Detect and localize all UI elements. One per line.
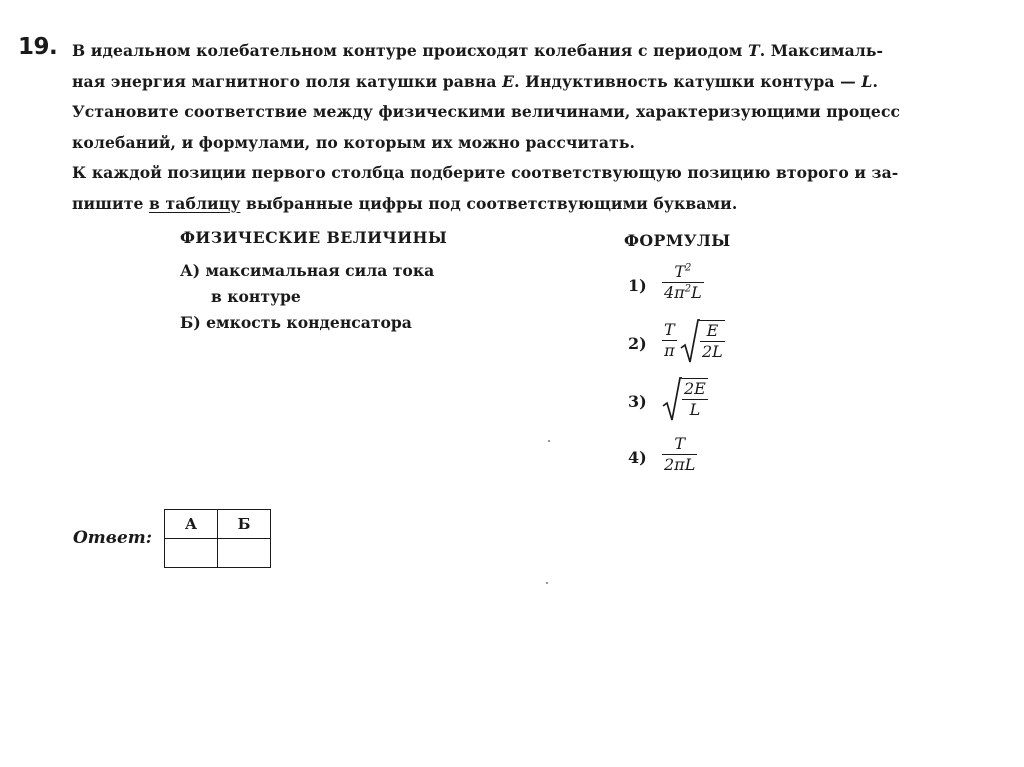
formula-2-prefix-fraction: T π [664, 320, 675, 360]
formula-4-fraction: T 2πL [664, 434, 696, 474]
task-line-4: колебаний, и формулами, по которым их можно рассчитать. [72, 132, 636, 152]
task-line-6: пишите в таблицу выбранные цифры под соответствующими буквами. [72, 193, 738, 213]
scan-speck [546, 582, 548, 584]
task-line-2: ная энергия магнитного поля катушки равна E. Индуктивность катушки контура — L. [72, 71, 878, 91]
answer-cell-a[interactable] [165, 539, 218, 568]
table-reference-link[interactable]: в таблицу [149, 193, 241, 213]
task-text [72, 36, 992, 219]
scan-speck [548, 440, 550, 442]
task-line-5: К каждой позиции первого столбца подберите соответствующую позицию второго и за- [72, 163, 899, 182]
answer-header-b: Б [218, 510, 271, 539]
answer-label: Ответ: [73, 528, 153, 548]
answer-table [164, 509, 271, 568]
formula-1-fraction: $T^2$ $4\pi^2L$ [664, 262, 702, 302]
answer-cell-b[interactable] [218, 539, 271, 568]
answer-header-a: А [165, 510, 218, 539]
formula-1-number: 1) [628, 276, 647, 295]
question-number: 19. [18, 34, 58, 60]
answer-table-input-row [165, 539, 271, 568]
formula-3-root-fraction: 2E L [684, 379, 706, 419]
formula-2-root-fraction: E 2L [702, 321, 723, 361]
answer-table-header-row [165, 510, 271, 539]
quantity-item-b: Б) емкость конденсатора [180, 313, 412, 332]
formula-3-radical-icon [662, 376, 682, 424]
task-line-1: В идеальном колебательном контуре происходят колебания с периодом T. Максималь- [72, 41, 884, 60]
formulas-heading: ФОРМУЛЫ [624, 231, 731, 250]
task-line-3: Установите соответствие между физическими величинами, характеризующими процесс [72, 102, 901, 121]
formula-3-number: 3) [628, 392, 647, 411]
formula-2-radical-icon [680, 318, 700, 366]
formula-4-number: 4) [628, 448, 647, 467]
quantity-item-a: А) максимальная сила тока [180, 261, 435, 280]
formula-2-number: 2) [628, 334, 647, 353]
quantities-list [180, 258, 434, 336]
quantity-item-a-continuation: в контуре [211, 287, 301, 306]
quantities-heading: ФИЗИЧЕСКИЕ ВЕЛИЧИНЫ [180, 228, 448, 247]
